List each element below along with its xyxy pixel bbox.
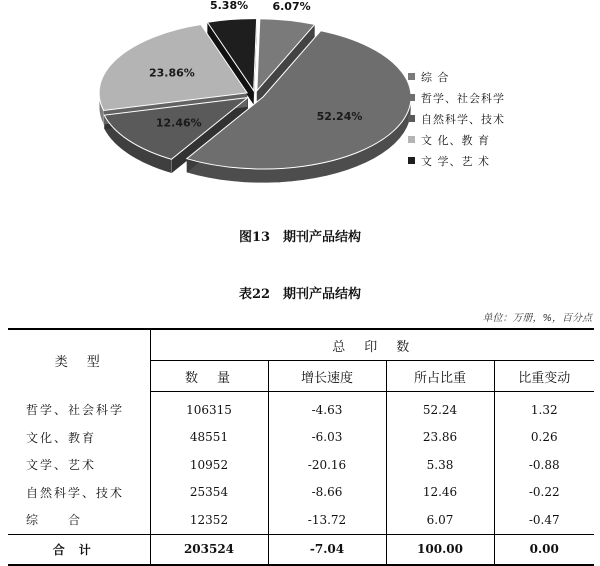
cell-share-change: -0.22 (494, 479, 594, 507)
row-category: 综 合 (26, 513, 83, 528)
total-share-change: 0.00 (494, 534, 594, 565)
total-growth: -7.04 (268, 534, 386, 565)
header-category: 类 型 (54, 355, 103, 371)
cell-share: 52.24 (386, 392, 494, 424)
total-row (8, 534, 594, 565)
row-category: 文学、艺术 (26, 458, 97, 473)
cell-share: 12.46 (386, 479, 494, 507)
cell-quantity: 12352 (150, 506, 268, 534)
legend-item (408, 87, 505, 108)
cell-share: 23.86 (386, 424, 494, 452)
cell-share: 5.38 (386, 451, 494, 479)
cell-growth: -8.66 (268, 479, 386, 507)
figure-caption: 图13 期刊产品结构 (238, 230, 362, 245)
legend-item (408, 66, 505, 87)
legend-swatch (408, 157, 415, 164)
cell-quantity: 10952 (150, 451, 268, 479)
legend-label: 文 学、艺 术 (421, 154, 490, 168)
legend-item (408, 129, 505, 150)
column-header: 增长速度 (268, 361, 386, 392)
total-share: 100.00 (386, 534, 494, 565)
cell-quantity: 48551 (150, 424, 268, 452)
cell-growth: -20.16 (268, 451, 386, 479)
legend-label: 文 化、教 育 (421, 133, 490, 147)
slice-value-label: 52.24% (316, 109, 363, 123)
legend-item (408, 150, 505, 171)
row-category: 自然科学、技术 (26, 485, 125, 500)
pie-chart (0, 0, 600, 200)
column-header: 数 量 (150, 361, 268, 392)
chart-legend (408, 66, 505, 171)
slice-value-label: 6.07% (272, 0, 311, 13)
cell-share-change: 0.26 (494, 424, 594, 452)
total-label: 合计 (8, 534, 150, 565)
cell-growth: -4.63 (268, 392, 386, 424)
cell-share-change: -0.88 (494, 451, 594, 479)
total-quantity: 203524 (150, 534, 268, 565)
table-row (8, 424, 594, 452)
row-category: 文化、教育 (26, 430, 97, 445)
cell-quantity: 106315 (150, 392, 268, 424)
cell-growth: -13.72 (268, 506, 386, 534)
legend-label: 哲学、社会科学 (421, 91, 505, 105)
column-header: 比重变动 (494, 361, 594, 392)
cell-share-change: -0.47 (494, 506, 594, 534)
table-row (8, 392, 594, 424)
cell-growth: -6.03 (268, 424, 386, 452)
row-category: 哲学、社会科学 (26, 403, 125, 417)
slice-value-label: 23.86% (149, 66, 195, 80)
cell-quantity: 25354 (150, 479, 268, 507)
cell-share-change: 1.32 (494, 392, 594, 424)
slice-value-label: 5.38% (209, 0, 249, 12)
legend-swatch (408, 73, 415, 80)
data-table (8, 328, 594, 566)
legend-swatch (408, 94, 415, 101)
unit-note: 单位：万册，%，百分点 (482, 313, 592, 324)
slice-value-label: 12.46% (155, 116, 202, 130)
legend-item (408, 108, 505, 129)
table-row (8, 479, 594, 507)
table-row (8, 506, 594, 534)
legend-swatch (408, 115, 415, 122)
legend-label: 自然科学、技术 (421, 112, 505, 126)
table-caption: 表22 期刊产品结构 (238, 287, 362, 302)
legend-label: 综 合 (421, 70, 450, 84)
legend-swatch (408, 136, 415, 143)
cell-share: 6.07 (386, 506, 494, 534)
table-row (8, 451, 594, 479)
header-group: 总 印 数 (150, 329, 594, 361)
column-header: 所占比重 (386, 361, 494, 392)
